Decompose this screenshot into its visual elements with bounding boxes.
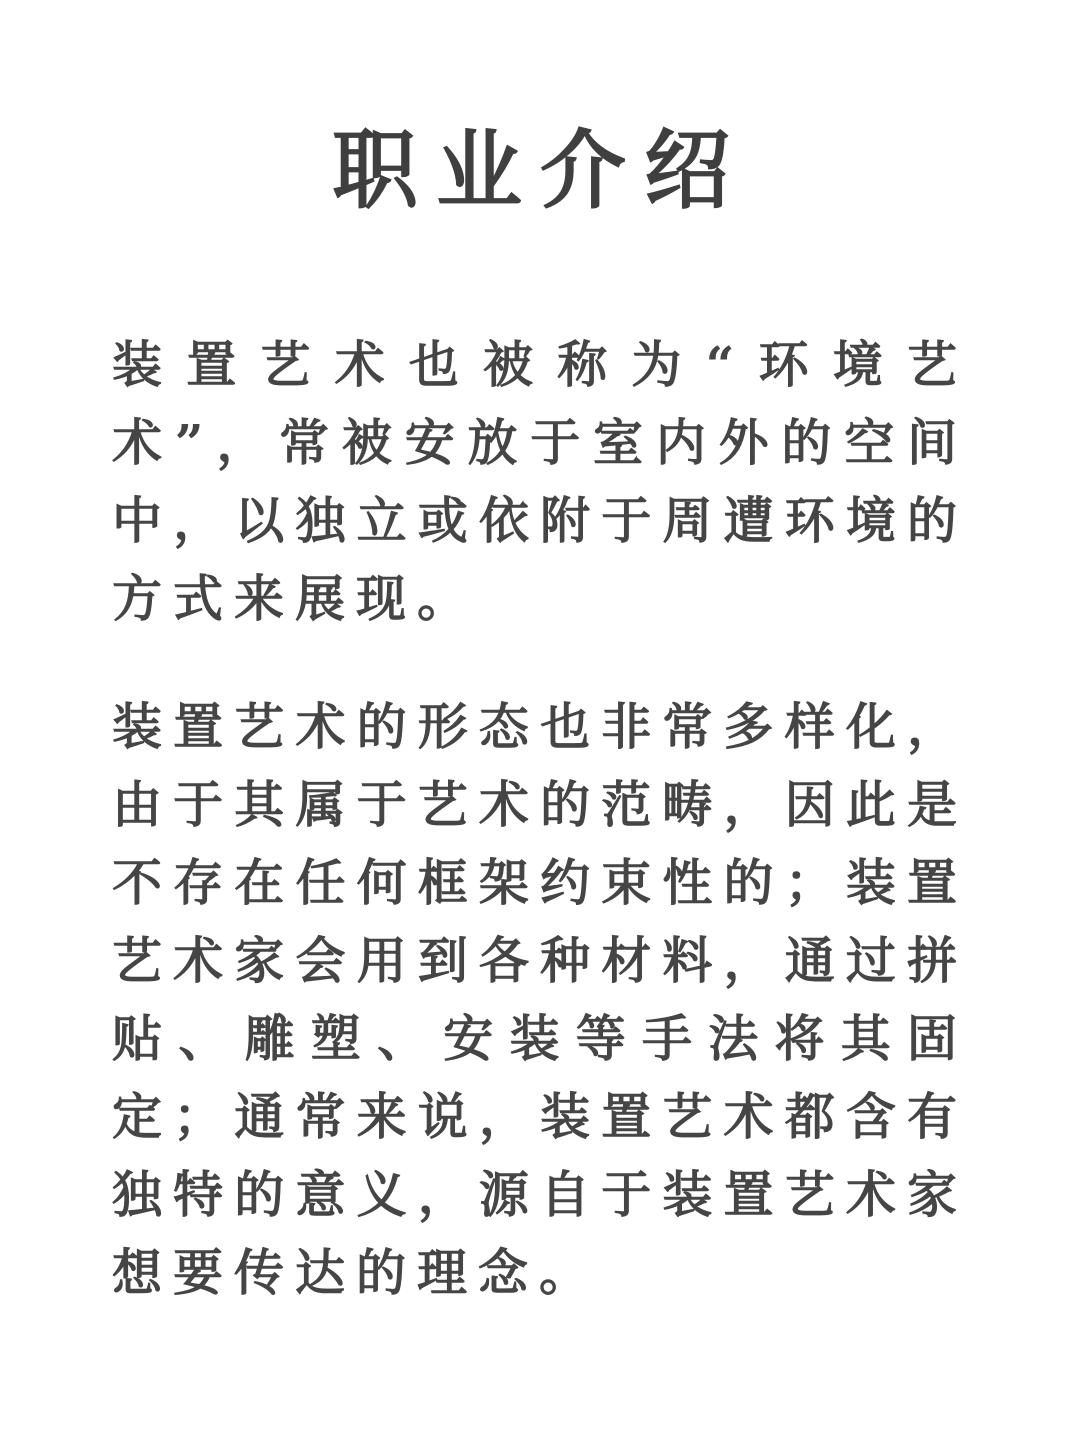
intro-paragraph-2: 装置艺术的形态也非常多样化，由于其属于艺术的范畴，因此是不存在任何框架约束性的；装置艺术家会用到各种材料，通过拼贴、雕塑、安装等手法将其固定；通常来说，装置艺术都含有独特的意义，源自于装置艺术家想要传达的理念。 — [112, 697, 968, 1302]
page-title: 职业介绍 — [332, 120, 748, 221]
intro-paragraph-1: 装置艺术也被称为“环境艺术”，常被安放于室内外的空间中，以独立或依附于周遭环境的方式来展现。 — [112, 335, 968, 628]
